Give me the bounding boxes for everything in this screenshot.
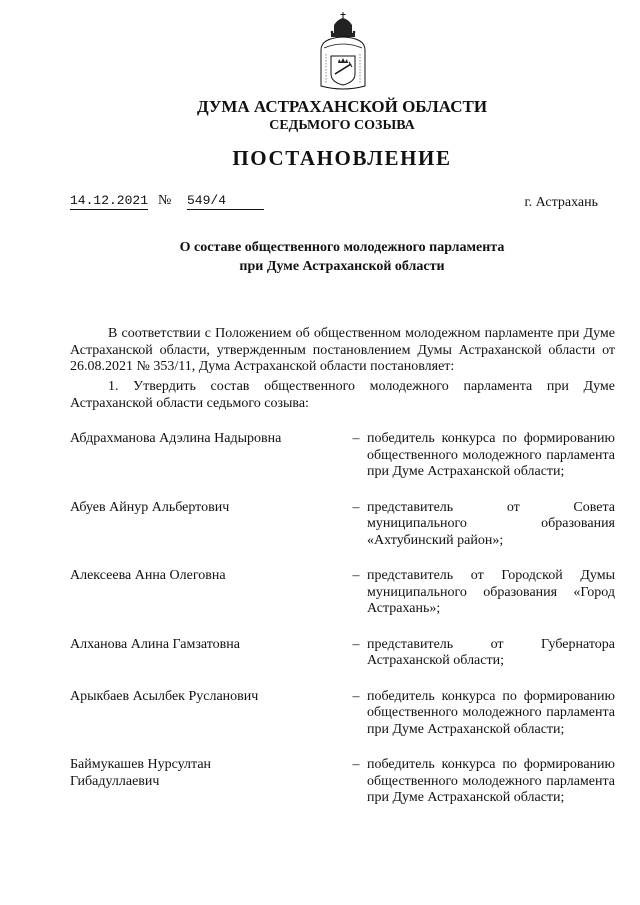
number-sign: №	[158, 193, 172, 208]
member-row	[70, 500, 615, 550]
member-role: победитель конкурса по формированию общественного молодежного парламента при Думе Астраханской области;	[367, 431, 615, 479]
member-dash: –	[352, 568, 360, 583]
document-date: 14.12.2021	[70, 193, 149, 208]
member-name: Арыкбаев Асылбек Русланович	[70, 688, 259, 704]
member-name: Баймукашев Нурсултан Гибадуллаевич	[70, 757, 212, 789]
member-name: Алханова Алина Гамзатовна	[70, 636, 241, 652]
member-role: победитель конкурса по формированию общественного молодежного парламента при Думе Астраханской области;	[367, 757, 615, 805]
body-paragraph-1: В соответствии с Положением об общественном молодежном парламенте при Думе Астраханской области, утвержденным постановлением Думы Астраханской области от 26.08.2021 № 353/11, Дума Астраханской области постановляет:	[70, 326, 615, 374]
body-paragraph-2: 1. Утвердить состав общественного молодежного парламента при Думе Астраханской области седьмого созыва:	[70, 379, 615, 411]
member-dash: –	[352, 499, 360, 515]
member-name: Абуев Айнур Альбертович	[70, 499, 230, 515]
member-row	[70, 568, 615, 618]
document-number: 549/4	[187, 193, 264, 210]
document-subject	[0, 238, 640, 276]
members-list	[70, 431, 615, 807]
member-role: представитель от Совета муниципального образования «Ахтубинский район»;	[367, 499, 615, 548]
member-row	[70, 637, 615, 670]
member-dash: –	[352, 757, 360, 772]
member-name: Абдрахманова Адэлина Надыровна	[70, 431, 282, 446]
member-role: победитель конкурса по формированию общественного молодежного парламента при Думе Астраханской области;	[367, 688, 615, 737]
document-type-heading: ПОСТАНОВЛЕНИЕ	[232, 146, 452, 170]
member-dash: –	[352, 636, 360, 652]
subject-line-2: при Думе Астраханской области	[239, 259, 445, 274]
member-dash: –	[352, 688, 360, 704]
convocation-subtitle: СЕДЬМОГО СОЗЫВА	[269, 118, 415, 133]
member-row	[70, 431, 615, 481]
member-row	[70, 757, 615, 807]
subject-line-1: О составе общественного молодежного парламента	[179, 240, 505, 255]
member-name: Алексеева Анна Олеговна	[70, 568, 226, 583]
member-row	[70, 689, 615, 739]
member-role: представитель от Городской Думы муниципального образования «Город Астрахань»;	[367, 568, 615, 616]
coat-of-arms-emblem	[318, 12, 368, 92]
member-role: представитель от Губернатора Астраханской области;	[367, 636, 615, 668]
document-city: г. Астрахань	[524, 195, 598, 210]
organization-title: ДУМА АСТРАХАНСКОЙ ОБЛАСТИ	[196, 97, 488, 116]
member-dash: –	[352, 431, 360, 446]
